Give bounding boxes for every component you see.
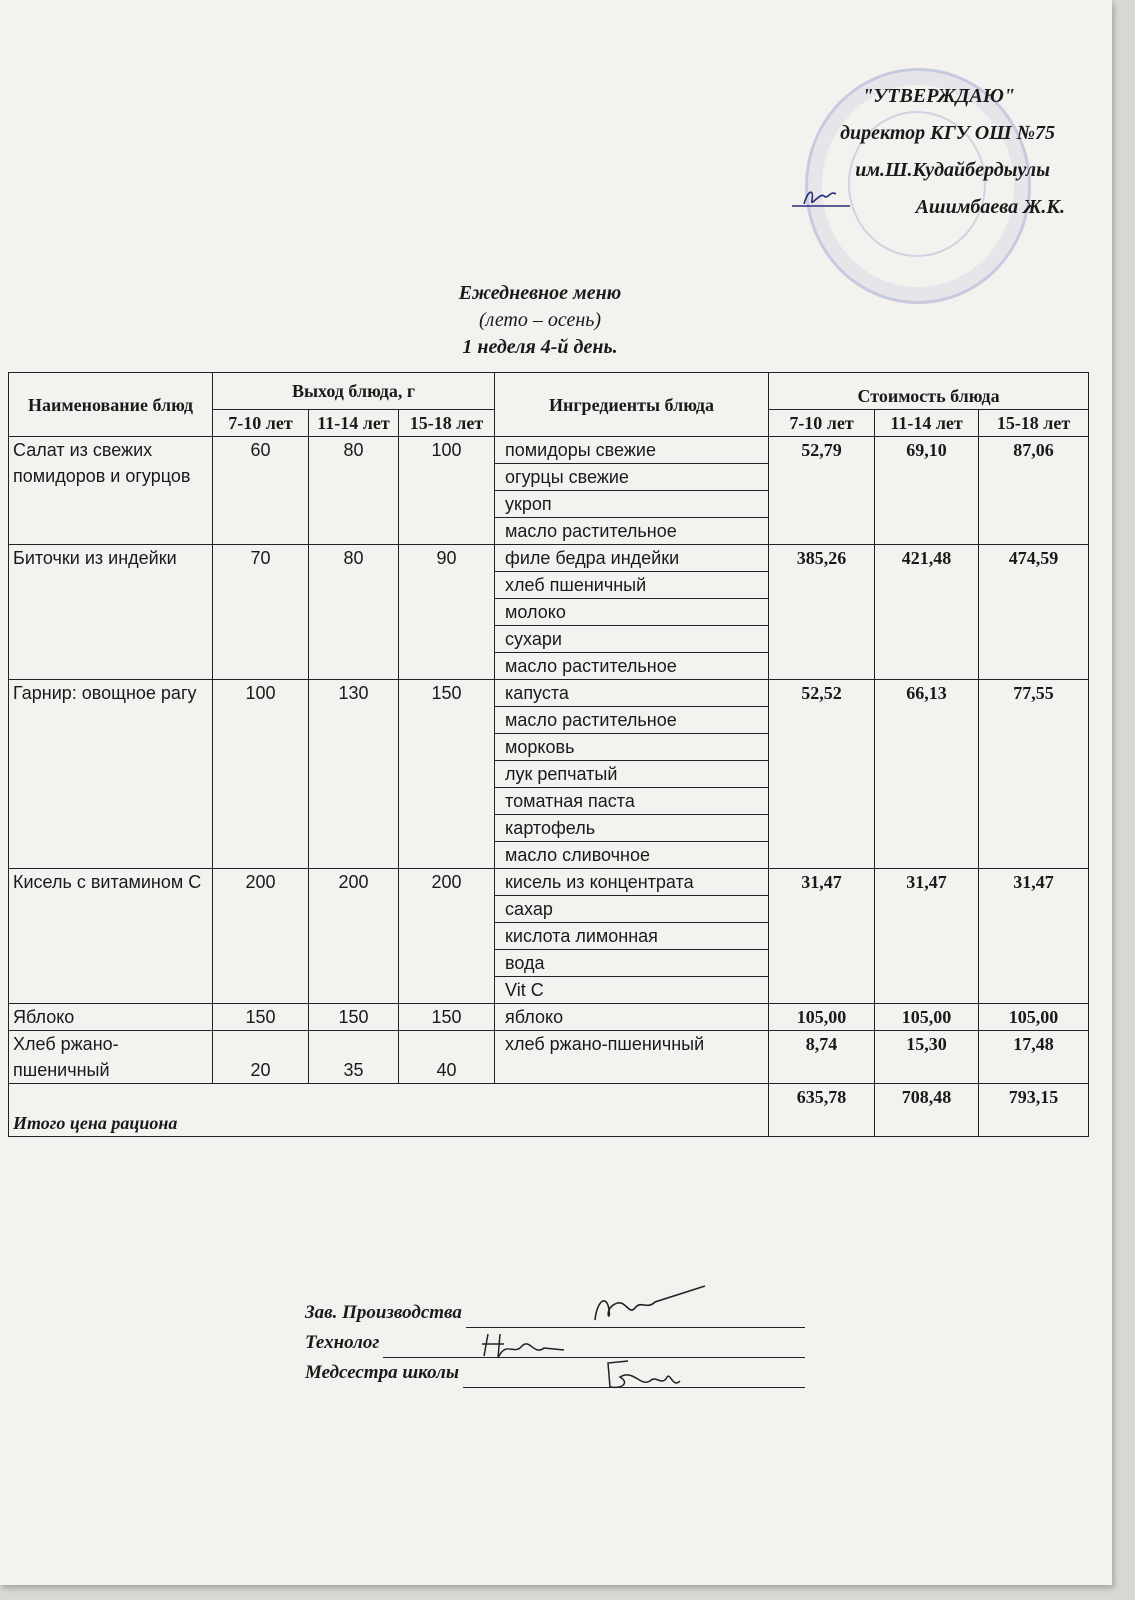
- nurse-signature: [600, 1355, 690, 1395]
- cost-cell: 17,48: [979, 1031, 1089, 1084]
- yield-cell: 35: [309, 1031, 399, 1084]
- yield-cell: 80: [309, 437, 399, 545]
- technologist-label: Технолог: [305, 1332, 380, 1353]
- title-line-3: 1 неделя 4-й день.: [462, 336, 618, 358]
- ingredient-cell: молоко: [495, 599, 769, 626]
- menu-title: [330, 280, 750, 361]
- ingredient-cell: капуста: [495, 680, 769, 707]
- header-yield-age-15-18: 15-18 лет: [399, 410, 495, 437]
- cost-cell: 52,52: [769, 680, 875, 869]
- ingredient-cell: масло растительное: [495, 707, 769, 734]
- yield-cell: 100: [213, 680, 309, 869]
- approval-school-name: им.Ш.Кудайбердыулы: [855, 159, 1050, 181]
- cost-cell: 8,74: [769, 1031, 875, 1084]
- header-cost-age-11-14: 11-14 лет: [875, 410, 979, 437]
- yield-cell: 130: [309, 680, 399, 869]
- ingredient-cell: вода: [495, 950, 769, 977]
- ingredient-cell: сухари: [495, 626, 769, 653]
- ingredient-cell: томатная паста: [495, 788, 769, 815]
- cost-cell: 421,48: [875, 545, 979, 680]
- cost-cell: 31,47: [979, 869, 1089, 1004]
- dish-name-cell: Гарнир: овощное рагу: [9, 680, 213, 869]
- ingredient-cell: масло сливочное: [495, 842, 769, 869]
- table-row: [9, 437, 1089, 464]
- yield-cell: 150: [213, 1004, 309, 1031]
- ingredient-cell: масло растительное: [495, 518, 769, 545]
- total-row: [9, 1084, 1089, 1137]
- approval-heading: "УТВЕРЖДАЮ": [862, 85, 1015, 107]
- yield-cell: 20: [213, 1031, 309, 1084]
- cost-cell: 105,00: [769, 1004, 875, 1031]
- yield-cell: 200: [309, 869, 399, 1004]
- yield-cell: 150: [399, 1004, 495, 1031]
- header-dish: Наименование блюд: [9, 373, 213, 437]
- table-row: [9, 545, 1089, 572]
- cost-cell: 87,06: [979, 437, 1089, 545]
- yield-cell: 60: [213, 437, 309, 545]
- header-cost-age-15-18: 15-18 лет: [979, 410, 1089, 437]
- total-cost-cell: 708,48: [875, 1084, 979, 1137]
- cost-cell: 31,47: [769, 869, 875, 1004]
- cost-cell: 474,59: [979, 545, 1089, 680]
- ingredient-cell: укроп: [495, 491, 769, 518]
- dish-name-cell: Биточки из индейки: [9, 545, 213, 680]
- yield-cell: 90: [399, 545, 495, 680]
- ingredient-cell: филе бедра индейки: [495, 545, 769, 572]
- director-signature: [790, 182, 860, 212]
- nurse-label: Медсестра школы: [305, 1362, 460, 1383]
- cost-cell: 105,00: [979, 1004, 1089, 1031]
- ingredient-cell: кислота лимонная: [495, 923, 769, 950]
- header-cost: Стоимость блюда: [769, 373, 1089, 410]
- header-yield: Выход блюда, г: [213, 373, 495, 410]
- ingredient-cell: помидоры свежие: [495, 437, 769, 464]
- header-cost-age-7-10: 7-10 лет: [769, 410, 875, 437]
- signature-rule: [383, 1335, 805, 1358]
- cost-cell: 105,00: [875, 1004, 979, 1031]
- yield-cell: 200: [213, 869, 309, 1004]
- table-row: [9, 1031, 1089, 1084]
- cost-cell: 66,13: [875, 680, 979, 869]
- technologist-signature: [478, 1326, 568, 1366]
- yield-cell: 80: [309, 545, 399, 680]
- title-line-1: Ежедневное меню: [458, 282, 622, 304]
- ingredient-cell: картофель: [495, 815, 769, 842]
- menu-table: [8, 372, 1089, 1137]
- ingredient-cell: кисель из концентрата: [495, 869, 769, 896]
- header-ingredients: Ингредиенты блюда: [495, 373, 769, 437]
- yield-cell: 200: [399, 869, 495, 1004]
- cost-cell: 77,55: [979, 680, 1089, 869]
- menu-table-body: [9, 437, 1089, 1137]
- ingredient-cell: Vit C: [495, 977, 769, 1004]
- total-cost-cell: 635,78: [769, 1084, 875, 1137]
- yield-cell: 40: [399, 1031, 495, 1084]
- cost-cell: 15,30: [875, 1031, 979, 1084]
- yield-cell: 100: [399, 437, 495, 545]
- ingredient-cell: морковь: [495, 734, 769, 761]
- ingredient-cell: огурцы свежие: [495, 464, 769, 491]
- yield-cell: 150: [399, 680, 495, 869]
- ingredient-cell: хлеб ржано-пшеничный: [495, 1031, 769, 1084]
- title-line-2: (лето – осень): [478, 309, 602, 331]
- ingredient-cell: лук репчатый: [495, 761, 769, 788]
- ingredient-cell: хлеб пшеничный: [495, 572, 769, 599]
- production-label: Зав. Производства: [305, 1302, 462, 1323]
- ingredient-cell: яблоко: [495, 1004, 769, 1031]
- dish-name-cell: Салат из свежих помидоров и огурцов: [9, 437, 213, 545]
- ingredient-cell: масло растительное: [495, 653, 769, 680]
- table-row: [9, 680, 1089, 707]
- total-label: Итого цена рациона: [9, 1084, 769, 1137]
- cost-cell: 385,26: [769, 545, 875, 680]
- yield-cell: 150: [309, 1004, 399, 1031]
- table-row: [9, 869, 1089, 896]
- header-yield-age-7-10: 7-10 лет: [213, 410, 309, 437]
- signature-line-production: [305, 1298, 805, 1328]
- approval-position: директор КГУ ОШ №75: [840, 122, 1055, 144]
- dish-name-cell: Яблоко: [9, 1004, 213, 1031]
- cost-cell: 52,79: [769, 437, 875, 545]
- cost-cell: 31,47: [875, 869, 979, 1004]
- table-row: [9, 1004, 1089, 1031]
- yield-cell: 70: [213, 545, 309, 680]
- production-signature: [585, 1280, 715, 1330]
- ingredient-cell: сахар: [495, 896, 769, 923]
- approval-director-name: Ашимбаева Ж.К.: [915, 196, 1065, 218]
- dish-name-cell: Кисель с витамином С: [9, 869, 213, 1004]
- cost-cell: 69,10: [875, 437, 979, 545]
- header-yield-age-11-14: 11-14 лет: [309, 410, 399, 437]
- total-cost-cell: 793,15: [979, 1084, 1089, 1137]
- dish-name-cell: Хлеб ржано-пшеничный: [9, 1031, 213, 1084]
